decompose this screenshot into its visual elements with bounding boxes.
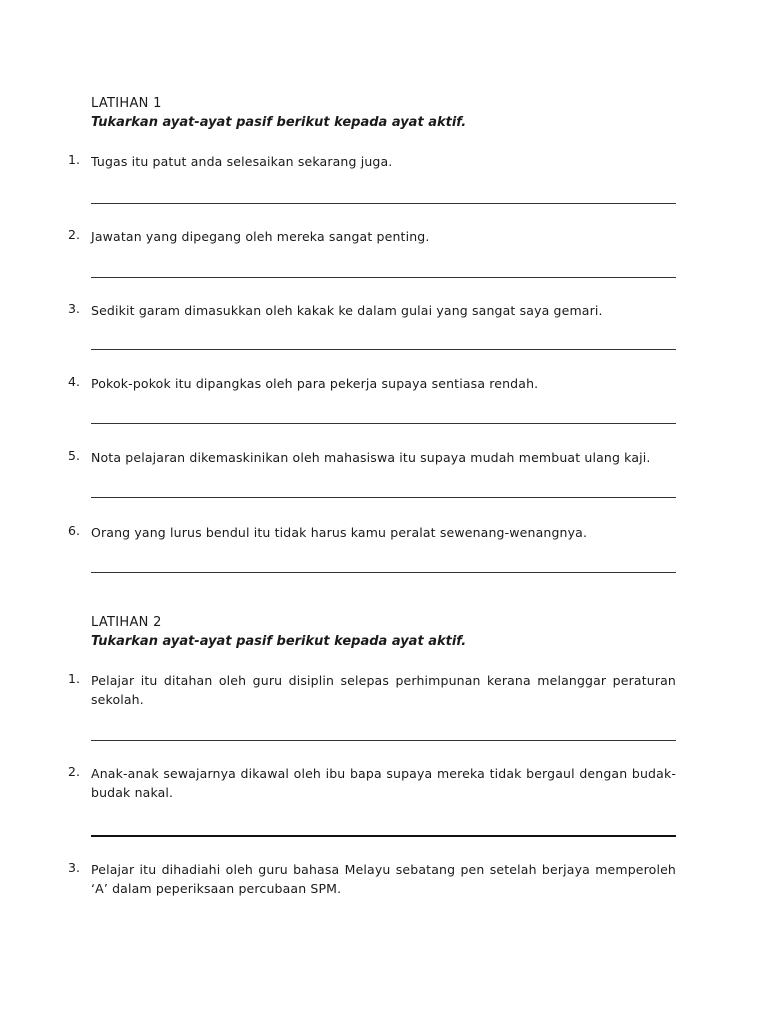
answer-line-1-4[interactable] bbox=[91, 423, 676, 424]
item-text: Anak-anak sewajarnya dikawal oleh ibu bapa supaya mereka tidak bergaul dengan budak-budak nakal. bbox=[91, 766, 676, 800]
item-text: Tugas itu patut anda selesaikan sekarang juga. bbox=[91, 154, 393, 169]
item-number: 3. bbox=[68, 301, 80, 316]
item-number: 2. bbox=[68, 764, 80, 779]
latihan-1-instruction: Tukarkan ayat-ayat pasif berikut kepada ayat aktif. bbox=[91, 115, 467, 130]
answer-line-2-2[interactable] bbox=[91, 835, 676, 837]
latihan-2-instruction: Tukarkan ayat-ayat pasif berikut kepada ayat aktif. bbox=[91, 634, 467, 649]
answer-line-1-2[interactable] bbox=[91, 277, 676, 278]
item-text: Nota pelajaran dikemaskinikan oleh mahasiswa itu supaya mudah membuat ulang kaji. bbox=[91, 450, 651, 465]
answer-line-1-1[interactable] bbox=[91, 203, 676, 204]
item-text: Orang yang lurus bendul itu tidak harus kamu peralat sewenang-wenangnya. bbox=[91, 525, 588, 540]
item-text: Pelajar itu dihadiahi oleh guru bahasa Melayu sebatang pen setelah berjaya memperoleh ‘A’ dalam peperiksaan percubaan SPM. bbox=[91, 862, 676, 896]
answer-line-1-5[interactable] bbox=[91, 497, 676, 498]
item-number: 1. bbox=[68, 152, 80, 167]
item-text: Pokok-pokok itu dipangkas oleh para pekerja supaya sentiasa rendah. bbox=[91, 376, 539, 391]
item-number: 3. bbox=[68, 860, 80, 875]
answer-line-1-3[interactable] bbox=[91, 349, 676, 350]
item-text: Pelajar itu ditahan oleh guru disiplin selepas perhimpunan kerana melanggar peraturan sekolah. bbox=[91, 673, 676, 707]
latihan-1-title: LATIHAN 1 bbox=[91, 96, 162, 111]
item-number: 4. bbox=[68, 374, 80, 389]
latihan-2-title: LATIHAN 2 bbox=[91, 615, 162, 630]
item-number: 1. bbox=[68, 671, 80, 686]
answer-line-2-1[interactable] bbox=[91, 740, 676, 741]
item-text: Sedikit garam dimasukkan oleh kakak ke dalam gulai yang sangat saya gemari. bbox=[91, 303, 603, 318]
item-number: 5. bbox=[68, 448, 80, 463]
item-number: 6. bbox=[68, 523, 80, 538]
item-text: Jawatan yang dipegang oleh mereka sangat penting. bbox=[91, 229, 430, 244]
item-number: 2. bbox=[68, 227, 80, 242]
answer-line-1-6[interactable] bbox=[91, 572, 676, 573]
